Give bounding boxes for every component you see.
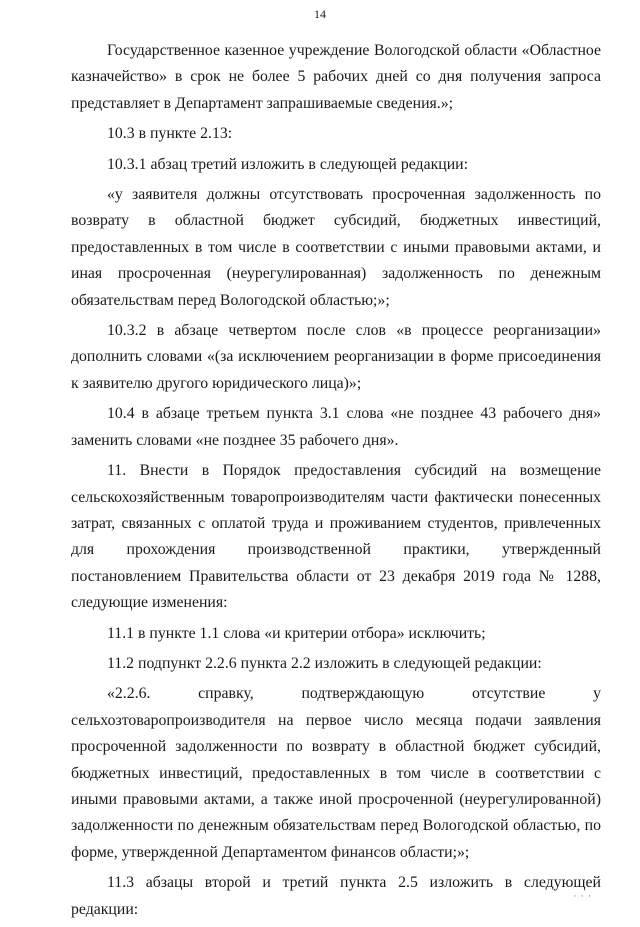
paragraph-10-3-1: 10.3.1 абзац третий изложить в следующей редакции: [107,155,469,173]
paragraph-10-3-2: 10.3.2 в абзаце четвертом после слов «в процессе реорганизации» дополнить словами «(за исключением реорганизации в форме присоединения к заявителю другого юридического лица)»; [71,322,601,392]
paragraph-10-3: 10.3 в пункте 2.13: [107,125,233,143]
scan-corner-mark: · · · [573,891,592,901]
paragraph-11-3: 11.3 абзацы второй и третий пункта 2.5 изложить в следующей редакции: [71,874,601,918]
paragraph-11: 11. Внести в Порядок предоставления субсидий на возмещение сельскохозяйственным товаропроизводителям части фактически понесенных затрат, связанных с оплатой труда и проживанием студентов, привлеченных для прохождения производственной практики, утвержденный постановлением Правительства области от 23 декабря 2019 года № 1288, следующие изменения: [71,462,601,612]
paragraph-treasury-info: Государственное казенное учреждение Вологодской области «Областное казначейство» в срок не более 5 рабочих дней со дня получения запроса представляет в Департамент запрашиваемые сведения.»; [71,42,601,112]
paragraph-11-1: 11.1 в пункте 1.1 слова «и критерии отбора» исключить; [107,624,486,642]
document-body [71,38,601,927]
page-number: 14 [314,7,326,21]
paragraph-11-2: 11.2 подпункт 2.2.6 пункта 2.2 изложить в следующей редакции: [107,654,542,672]
paragraph-applicant-debt: «у заявителя должны отсутствовать просроченная задолженность по возврату в областной бюджет субсидий, бюджетных инвестиций, предоставленных в том числе в соответствии с иными правовыми актами, и иная просроченная (неурегулированная) задолженность по денежным обязательствам перед Вологодской областью;»; [71,186,601,309]
paragraph-2-2-6: «2.2.6. справку, подтверждающую отсутствие у сельхозтоваропроизводителя на первое число месяца подачи заявления просроченной задолженности по возврату в областной бюджет субсидий, бюджетных инвестиций, предоставленных в том числе в соответствии с иными правовыми актами, а также иной просроченной (неурегулированной) задолженности по денежным обязательствам перед Вологодской областью, по форме, утвержденной Департаментом финансов области;»; [71,685,601,861]
paragraph-10-4: 10.4 в абзаце третьем пункта 3.1 слова «не позднее 43 рабочего дня» заменить словами «не позднее 35 рабочего дня». [71,405,601,449]
